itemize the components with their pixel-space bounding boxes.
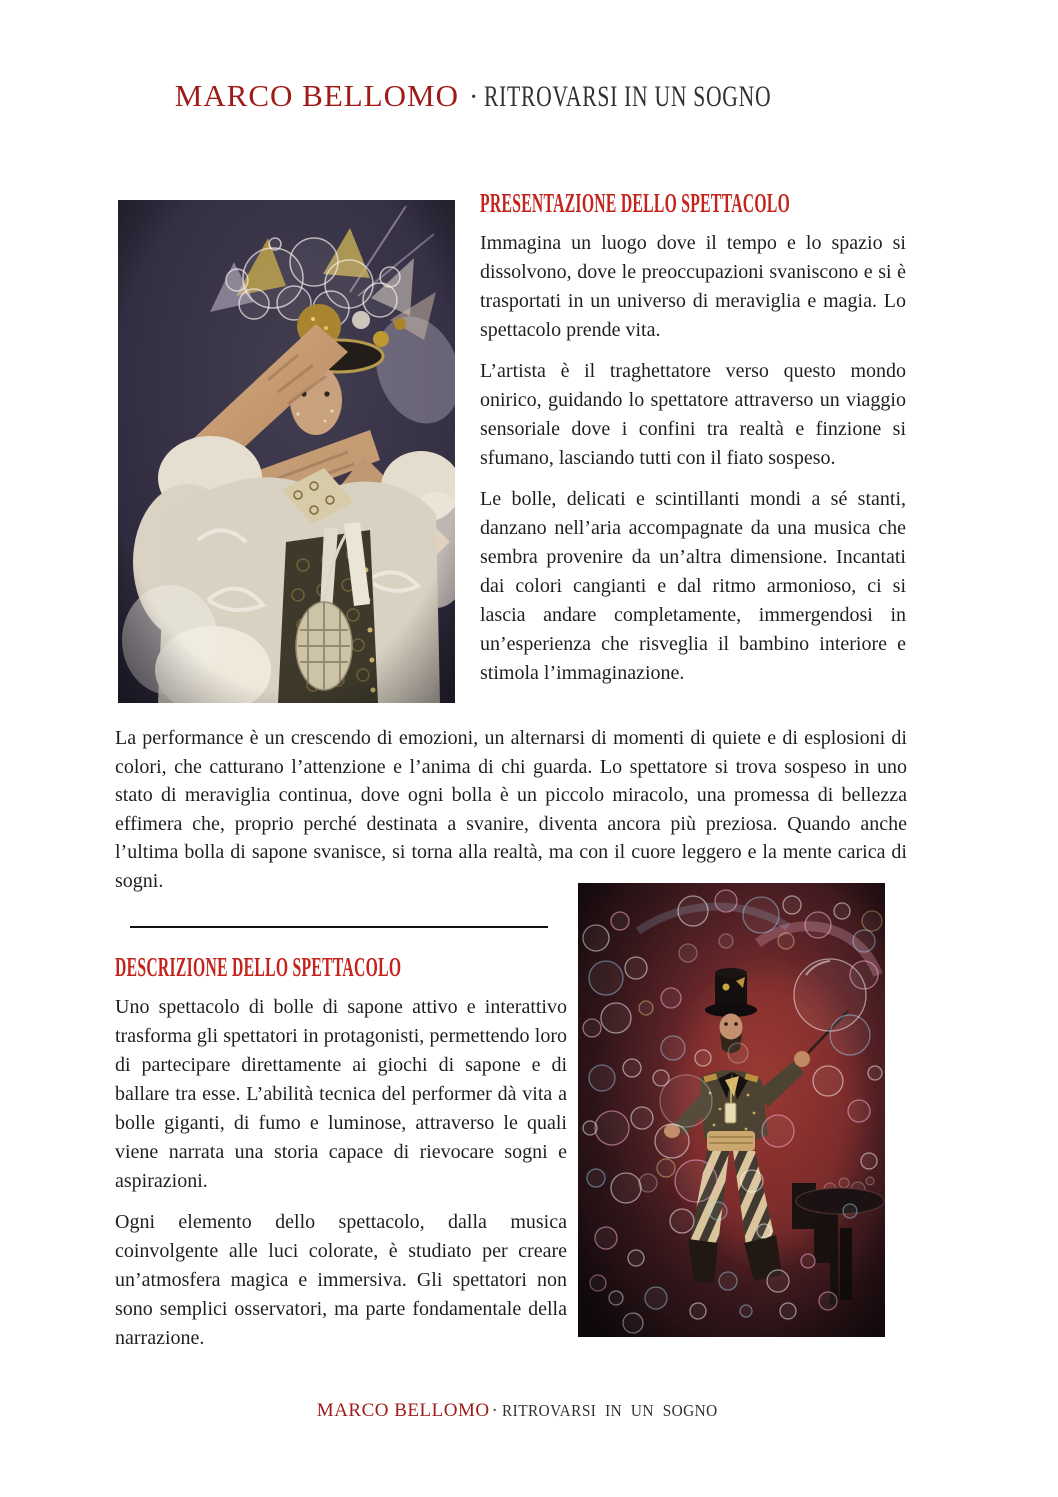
presentation-paragraph: Immagina un luogo dove il tempo e lo spazio si dissolvono, dove le preoccupazioni svaniscono e si è trasportati in un universo di meraviglia e magia. Lo spettacolo prende vita.	[480, 232, 906, 341]
performer-bubbles-illustration	[578, 883, 885, 1337]
description-heading: DESCRIZIONE DELLO SPETTACOLO	[115, 952, 402, 982]
presentation-heading: PRESENTAZIONE DELLO SPETTACOLO	[480, 188, 791, 218]
performer-portrait-illustration	[118, 200, 455, 703]
header-artist-name: MARCO BELLOMO	[174, 78, 459, 113]
footer-separator: ·	[491, 1400, 498, 1420]
performance-paragraph: La performance è un crescendo di emozioni, un alternarsi di momenti di quiete e di esplosioni di colori, che catturano l’attenzione e l’anima di chi guarda. Lo spettatore si trova sospeso in uno stato di meraviglia continua, dove ogni bolla è un piccolo miracolo, una promessa di bellezza effimera che, proprio perché destinata a svanire, diventa ancora più preziosa. Quando anche l’ultima bolla di sapone svanisce, si torna alla realtà, ma con il cuore leggero e la mente carica di sogni.	[115, 727, 907, 892]
description-section	[115, 954, 567, 1365]
footer-show-title: RITROVARSI IN UN SOGNO	[501, 1401, 718, 1420]
header-separator: ·	[468, 82, 479, 113]
description-paragraph: Uno spettacolo di bolle di sapone attivo e interattivo trasforma gli spettatori in protagonisti, permettendo loro di partecipare direttamente ai giochi di sapone e di ballare tra esse. L’abilità tecnica del performer dà vita a bolle giganti, di fumo e luminose, attraverso le quali viene narrata una storia capace di rievocare sogni e aspirazioni.	[115, 996, 567, 1192]
header-show-title: RITROVARSI IN UN SOGNO	[484, 80, 772, 113]
description-paragraph: Ogni elemento dello spettacolo, dalla musica coinvolgente alle luci colorate, è studiato per creare un’atmosfera magica e immersiva. Gli spettatori non sono semplici osservatori, ma parte fondamentale della narrazione.	[115, 1211, 567, 1349]
page-header	[0, 78, 1058, 114]
footer-artist-name: MARCO BELLOMO	[316, 1400, 490, 1421]
performer-portrait-photo	[118, 200, 455, 703]
performer-bubbles-photo	[578, 883, 885, 1337]
presentation-section	[480, 190, 906, 700]
presentation-paragraph: L’artista è il traghettatore verso questo mondo onirico, guidando lo spettatore attraverso un viaggio sensoriale dove i confini tra realtà e finzione si sfumano, lasciando tutti con il fiato sospeso.	[480, 360, 906, 469]
presentation-paragraph: Le bolle, delicati e scintillanti mondi a sé stanti, danzano nell’aria accompagnate da una musica che sembra provenire da un’altra dimensione. Incantati dai colori cangianti e dal ritmo armonioso, ci si lascia andare completamente, immergendosi in un’esperienza che risveglia il bambino interiore e stimola l’immaginazione.	[480, 488, 906, 684]
page-footer	[0, 1400, 1058, 1422]
section-divider	[130, 926, 548, 928]
